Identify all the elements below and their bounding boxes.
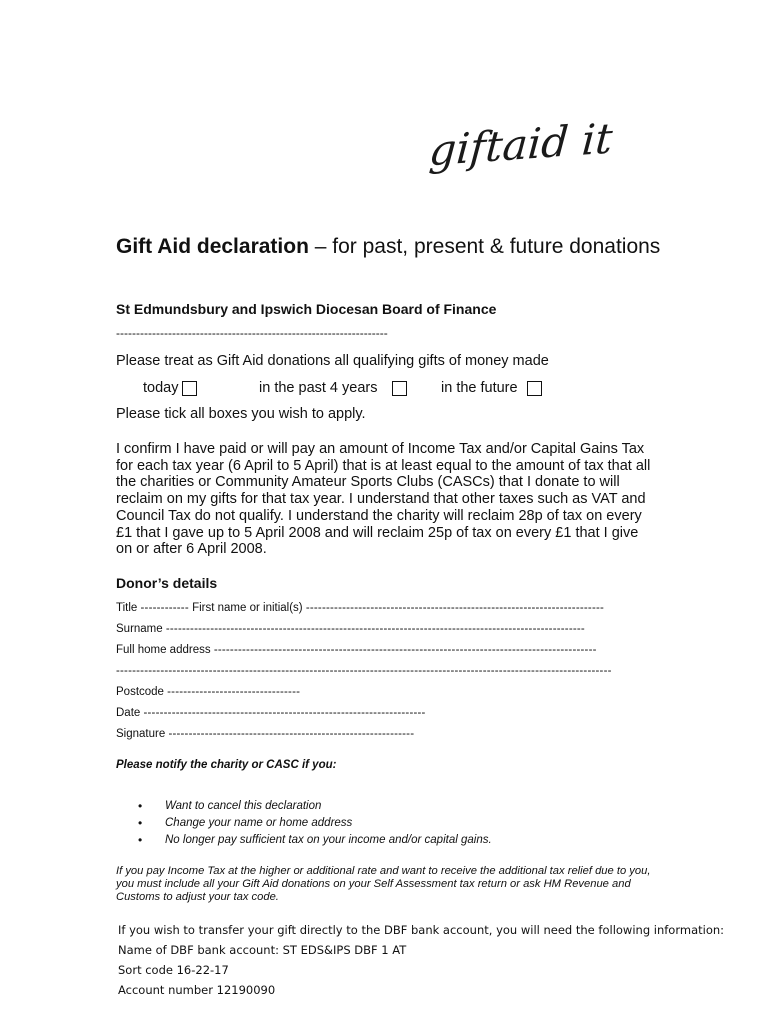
notify-list	[116, 797, 492, 848]
address-line[interactable]: -----------------------------------------------------------------------------------------------	[213, 644, 597, 656]
organisation-name: St Edmundsbury and Ipswich Diocesan Board of Finance	[116, 301, 497, 317]
donation-period-options	[116, 380, 596, 400]
bullet-icon: •	[138, 832, 143, 847]
bank-account-name: Name of DBF bank account: ST EDS&IPS DBF 1 AT	[118, 943, 407, 957]
treat-statement: Please treat as Gift Aid donations all qualifying gifts of money made	[116, 353, 549, 369]
list-item	[116, 797, 492, 814]
address-field[interactable]	[116, 644, 652, 656]
bank-account-number: Account number 12190090	[118, 983, 276, 997]
address-label: Full home address	[116, 644, 211, 656]
title-bold: Gift Aid declaration	[116, 235, 309, 258]
title-rest: – for past, present & future donations	[308, 235, 661, 258]
donor-details-heading: Donor’s details	[116, 575, 218, 591]
signature-field[interactable]	[116, 728, 652, 740]
postcode-field[interactable]	[116, 686, 652, 698]
surname-field[interactable]	[116, 623, 652, 635]
tick-instruction: Please tick all boxes you wish to apply.	[116, 406, 366, 422]
option-past-label: in the past 4 years	[259, 380, 378, 396]
option-today-label: today	[143, 380, 179, 396]
bank-intro: If you wish to transfer your gift directly to the DBF bank account, you will need the following information:	[118, 923, 725, 937]
notify-item-text: Change your name or home address	[165, 816, 353, 829]
separator-line: --------------------------------------------------------------------	[116, 326, 388, 340]
notify-heading: Please notify the charity or CASC if you:	[116, 759, 337, 771]
list-item	[116, 831, 492, 848]
bank-sort-code: Sort code 16-22-17	[118, 963, 229, 977]
first-name-label: First name or initial(s)	[192, 602, 303, 614]
postcode-line[interactable]: ---------------------------------	[167, 686, 301, 698]
higher-rate-note: If you pay Income Tax at the higher or additional rate and want to receive the additional tax relief due to you, you must include all your Gift Aid donations on your Self Assessment tax return or ask HM Revenue and Customs to adjust your tax code.	[116, 865, 651, 903]
bullet-icon: •	[138, 798, 143, 813]
notify-item-text: No longer pay sufficient tax on your income and/or capital gains.	[165, 833, 492, 846]
page-title	[116, 234, 676, 260]
title-label: Title	[116, 602, 138, 614]
signature-line[interactable]: -------------------------------------------------------------	[168, 728, 415, 740]
option-today-checkbox[interactable]	[182, 381, 197, 396]
option-future[interactable]	[441, 380, 542, 396]
date-field[interactable]	[116, 707, 652, 719]
bullet-icon: •	[138, 815, 143, 830]
address-line-2-dashes[interactable]: ---------------------------------------------------------------------------------------------------------------------------	[116, 665, 612, 677]
title-line[interactable]: ------------	[140, 602, 189, 614]
title-name-field[interactable]	[116, 602, 652, 614]
confirmation-paragraph: I confirm I have paid or will pay an amount of Income Tax and/or Capital Gains Tax for each tax year (6 April to 5 April) that is at least equal to the amount of tax that all the charities or Community Amateur Sports Clubs (CASCs) that I donate to will reclaim on my gifts for that tax year. I understand that other taxes such as VAT and Council Tax do not qualify. I understand the charity will reclaim 28p of tax on every £1 that I gave up to 5 April 2008 and will reclaim 25p of tax on every £1 that I give on or after 6 April 2008.	[116, 441, 651, 558]
date-line[interactable]: ----------------------------------------------------------------------	[143, 707, 426, 719]
date-label: Date	[116, 707, 141, 719]
option-future-checkbox[interactable]	[527, 381, 542, 396]
address-line-2[interactable]	[116, 665, 652, 677]
postcode-label: Postcode	[116, 686, 164, 698]
option-future-label: in the future	[441, 380, 518, 396]
surname-label: Surname	[116, 623, 163, 635]
option-past-checkbox[interactable]	[392, 381, 407, 396]
surname-line[interactable]: --------------------------------------------------------------------------------------------------------	[165, 623, 585, 635]
first-name-line[interactable]: --------------------------------------------------------------------------	[305, 602, 605, 614]
giftaid-logo: giftaid it	[427, 113, 615, 176]
option-today[interactable]	[143, 380, 197, 396]
list-item	[116, 814, 492, 831]
signature-label: Signature	[116, 728, 166, 740]
notify-item-text: Want to cancel this declaration	[165, 799, 322, 812]
option-past-4-years[interactable]	[259, 380, 407, 396]
